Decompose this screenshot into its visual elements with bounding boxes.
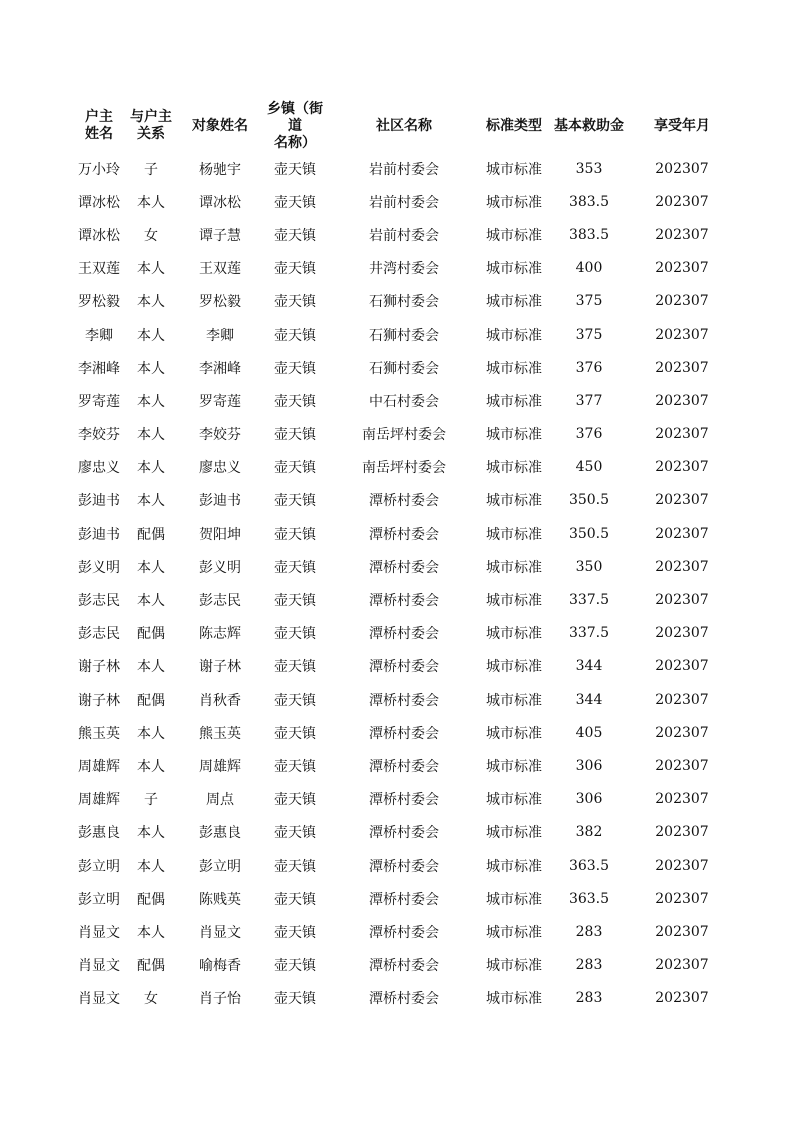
cell-basic-relief: 376	[575, 359, 603, 376]
cell-relation: 女	[144, 227, 158, 244]
cell-household-head: 谢子林	[78, 659, 120, 676]
cell-community: 石狮村委会	[369, 294, 439, 311]
cell-year-month: 202307	[655, 293, 709, 310]
cell-community: 井湾村委会	[369, 261, 439, 278]
table-row	[70, 218, 730, 251]
table-row	[70, 152, 730, 185]
cell-community: 潭桥村委会	[369, 559, 439, 576]
header-basic-relief: 基本救助金	[554, 117, 624, 134]
header-row	[70, 100, 730, 152]
cell-standard-type: 城市标准	[486, 493, 542, 510]
cell-township: 壶天镇	[274, 891, 316, 908]
table-row	[70, 384, 730, 417]
cell-recipient-name: 陈贱英	[199, 891, 241, 908]
cell-standard-type: 城市标准	[486, 593, 542, 610]
table-row	[70, 749, 730, 782]
cell-relation: 配偶	[137, 692, 165, 709]
cell-township: 壶天镇	[274, 559, 316, 576]
cell-standard-type: 城市标准	[486, 858, 542, 875]
relief-recipient-table	[70, 100, 730, 1015]
cell-basic-relief: 283	[575, 990, 603, 1007]
cell-household-head: 肖显文	[78, 924, 120, 941]
cell-relation: 本人	[137, 261, 165, 278]
cell-household-head: 罗松毅	[78, 294, 120, 311]
cell-standard-type: 城市标准	[486, 825, 542, 842]
cell-year-month: 202307	[655, 160, 709, 177]
table-row	[70, 484, 730, 517]
cell-year-month: 202307	[655, 857, 709, 874]
cell-recipient-name: 肖秋香	[199, 692, 241, 709]
cell-relation: 本人	[137, 593, 165, 610]
cell-relation: 本人	[137, 360, 165, 377]
cell-year-month: 202307	[655, 890, 709, 907]
cell-relation: 配偶	[137, 891, 165, 908]
cell-standard-type: 城市标准	[486, 161, 542, 178]
cell-basic-relief: 376	[575, 426, 603, 443]
cell-year-month: 202307	[655, 326, 709, 343]
cell-household-head: 谢子林	[78, 692, 120, 709]
cell-township: 壶天镇	[274, 991, 316, 1008]
table-row	[70, 849, 730, 882]
cell-household-head: 肖显文	[78, 991, 120, 1008]
cell-recipient-name: 罗松毅	[199, 294, 241, 311]
cell-basic-relief: 363.5	[568, 890, 610, 907]
cell-household-head: 肖显文	[78, 958, 120, 975]
cell-community: 潭桥村委会	[369, 958, 439, 975]
table-row	[70, 982, 730, 1015]
cell-standard-type: 城市标准	[486, 526, 542, 543]
cell-community: 潭桥村委会	[369, 891, 439, 908]
table-row	[70, 550, 730, 583]
cell-household-head: 李姣芬	[78, 427, 120, 444]
table-row	[70, 318, 730, 351]
cell-basic-relief: 400	[575, 260, 603, 277]
cell-relation: 本人	[137, 725, 165, 742]
cell-basic-relief: 350	[575, 558, 603, 575]
cell-relation: 配偶	[137, 626, 165, 643]
cell-basic-relief: 382	[575, 824, 603, 841]
cell-recipient-name: 彭惠良	[199, 825, 241, 842]
cell-relation: 子	[144, 792, 158, 809]
cell-township: 壶天镇	[274, 194, 316, 211]
cell-basic-relief: 306	[575, 791, 603, 808]
cell-year-month: 202307	[655, 193, 709, 210]
cell-township: 壶天镇	[274, 493, 316, 510]
cell-household-head: 彭志民	[78, 626, 120, 643]
cell-community: 潭桥村委会	[369, 825, 439, 842]
cell-relation: 配偶	[137, 958, 165, 975]
cell-household-head: 李湘峰	[78, 360, 120, 377]
cell-township: 壶天镇	[274, 427, 316, 444]
table-row	[70, 252, 730, 285]
table-row	[70, 418, 730, 451]
cell-recipient-name: 李湘峰	[199, 360, 241, 377]
cell-household-head: 罗寄莲	[78, 393, 120, 410]
cell-recipient-name: 彭志民	[199, 593, 241, 610]
cell-basic-relief: 405	[575, 724, 603, 741]
cell-recipient-name: 肖子怡	[199, 991, 241, 1008]
header-year-month: 享受年月	[654, 117, 710, 134]
cell-household-head: 彭迪书	[78, 526, 120, 543]
cell-community: 南岳坪村委会	[362, 427, 446, 444]
cell-recipient-name: 熊玉英	[199, 725, 241, 742]
cell-standard-type: 城市标准	[486, 626, 542, 643]
cell-year-month: 202307	[655, 791, 709, 808]
cell-household-head: 彭立明	[78, 891, 120, 908]
cell-township: 壶天镇	[274, 593, 316, 610]
cell-township: 壶天镇	[274, 393, 316, 410]
cell-recipient-name: 李姣芬	[199, 427, 241, 444]
cell-standard-type: 城市标准	[486, 194, 542, 211]
cell-community: 潭桥村委会	[369, 924, 439, 941]
cell-year-month: 202307	[655, 724, 709, 741]
cell-household-head: 廖忠义	[78, 460, 120, 477]
cell-standard-type: 城市标准	[486, 659, 542, 676]
cell-basic-relief: 363.5	[568, 857, 610, 874]
table-row	[70, 451, 730, 484]
cell-basic-relief: 283	[575, 923, 603, 940]
cell-community: 潭桥村委会	[369, 858, 439, 875]
header-recipient-name: 对象姓名	[192, 117, 248, 134]
cell-community: 石狮村委会	[369, 360, 439, 377]
table-row	[70, 617, 730, 650]
cell-community: 南岳坪村委会	[362, 460, 446, 477]
table-row	[70, 882, 730, 915]
cell-basic-relief: 375	[575, 293, 603, 310]
cell-year-month: 202307	[655, 824, 709, 841]
cell-standard-type: 城市标准	[486, 327, 542, 344]
table-row	[70, 816, 730, 849]
cell-basic-relief: 344	[575, 691, 603, 708]
cell-standard-type: 城市标准	[486, 294, 542, 311]
cell-basic-relief: 353	[575, 160, 603, 177]
cell-basic-relief: 337.5	[568, 625, 610, 642]
cell-year-month: 202307	[655, 226, 709, 243]
cell-household-head: 彭义明	[78, 559, 120, 576]
cell-recipient-name: 陈志辉	[199, 626, 241, 643]
cell-recipient-name: 廖忠义	[199, 460, 241, 477]
cell-year-month: 202307	[655, 691, 709, 708]
cell-household-head: 李卿	[85, 327, 113, 344]
cell-township: 壶天镇	[274, 460, 316, 477]
cell-year-month: 202307	[655, 658, 709, 675]
cell-standard-type: 城市标准	[486, 758, 542, 775]
header-standard-type: 标准类型	[486, 117, 542, 134]
header-household-head: 户主 姓名	[85, 109, 113, 142]
cell-year-month: 202307	[655, 359, 709, 376]
cell-township: 壶天镇	[274, 327, 316, 344]
cell-relation: 本人	[137, 924, 165, 941]
cell-basic-relief: 306	[575, 757, 603, 774]
cell-community: 潭桥村委会	[369, 593, 439, 610]
cell-community: 潭桥村委会	[369, 659, 439, 676]
table-row	[70, 583, 730, 616]
cell-household-head: 谭冰松	[78, 194, 120, 211]
cell-standard-type: 城市标准	[486, 924, 542, 941]
cell-standard-type: 城市标准	[486, 393, 542, 410]
cell-township: 壶天镇	[274, 227, 316, 244]
table-row	[70, 351, 730, 384]
table-header	[70, 100, 730, 152]
cell-household-head: 彭志民	[78, 593, 120, 610]
cell-basic-relief: 377	[575, 392, 603, 409]
cell-relation: 本人	[137, 825, 165, 842]
table-row	[70, 716, 730, 749]
cell-recipient-name: 李卿	[206, 327, 234, 344]
cell-township: 壶天镇	[274, 758, 316, 775]
cell-relation: 本人	[137, 460, 165, 477]
cell-recipient-name: 罗寄莲	[199, 393, 241, 410]
cell-basic-relief: 344	[575, 658, 603, 675]
cell-relation: 本人	[137, 559, 165, 576]
cell-community: 潭桥村委会	[369, 626, 439, 643]
table-row	[70, 517, 730, 550]
cell-household-head: 王双莲	[78, 261, 120, 278]
cell-year-month: 202307	[655, 592, 709, 609]
cell-standard-type: 城市标准	[486, 792, 542, 809]
cell-year-month: 202307	[655, 558, 709, 575]
cell-relation: 本人	[137, 758, 165, 775]
cell-recipient-name: 彭迪书	[199, 493, 241, 510]
cell-year-month: 202307	[655, 459, 709, 476]
cell-township: 壶天镇	[274, 858, 316, 875]
cell-standard-type: 城市标准	[486, 427, 542, 444]
cell-standard-type: 城市标准	[486, 559, 542, 576]
cell-township: 壶天镇	[274, 360, 316, 377]
header-community: 社区名称	[376, 117, 432, 134]
cell-community: 潭桥村委会	[369, 526, 439, 543]
cell-community: 潭桥村委会	[369, 692, 439, 709]
cell-basic-relief: 383.5	[568, 193, 610, 210]
cell-recipient-name: 肖显文	[199, 924, 241, 941]
cell-community: 潭桥村委会	[369, 758, 439, 775]
cell-standard-type: 城市标准	[486, 692, 542, 709]
cell-relation: 配偶	[137, 526, 165, 543]
cell-standard-type: 城市标准	[486, 958, 542, 975]
cell-township: 壶天镇	[274, 958, 316, 975]
cell-township: 壶天镇	[274, 161, 316, 178]
cell-township: 壶天镇	[274, 825, 316, 842]
cell-community: 潭桥村委会	[369, 725, 439, 742]
cell-township: 壶天镇	[274, 294, 316, 311]
cell-recipient-name: 谭子慧	[199, 227, 241, 244]
cell-recipient-name: 彭立明	[199, 858, 241, 875]
cell-relation: 本人	[137, 659, 165, 676]
cell-standard-type: 城市标准	[486, 261, 542, 278]
cell-basic-relief: 383.5	[568, 226, 610, 243]
cell-relation: 子	[144, 161, 158, 178]
cell-township: 壶天镇	[274, 792, 316, 809]
cell-household-head: 彭惠良	[78, 825, 120, 842]
table-row	[70, 650, 730, 683]
cell-year-month: 202307	[655, 990, 709, 1007]
cell-standard-type: 城市标准	[486, 991, 542, 1008]
cell-township: 壶天镇	[274, 659, 316, 676]
cell-year-month: 202307	[655, 392, 709, 409]
table-row	[70, 683, 730, 716]
table-row	[70, 783, 730, 816]
cell-relation: 本人	[137, 393, 165, 410]
cell-basic-relief: 283	[575, 957, 603, 974]
cell-recipient-name: 谢子林	[199, 659, 241, 676]
cell-basic-relief: 350.5	[568, 525, 610, 542]
cell-household-head: 周雄辉	[78, 792, 120, 809]
cell-township: 壶天镇	[274, 626, 316, 643]
cell-township: 壶天镇	[274, 526, 316, 543]
cell-relation: 本人	[137, 327, 165, 344]
cell-community: 岩前村委会	[369, 194, 439, 211]
table-row	[70, 185, 730, 218]
cell-community: 中石村委会	[369, 393, 439, 410]
cell-recipient-name: 喻梅香	[199, 958, 241, 975]
cell-relation: 本人	[137, 493, 165, 510]
table-row	[70, 949, 730, 982]
cell-household-head: 熊玉英	[78, 725, 120, 742]
cell-township: 壶天镇	[274, 725, 316, 742]
cell-recipient-name: 贺阳坤	[199, 526, 241, 543]
cell-township: 壶天镇	[274, 261, 316, 278]
cell-standard-type: 城市标准	[486, 227, 542, 244]
cell-household-head: 谭冰松	[78, 227, 120, 244]
cell-basic-relief: 337.5	[568, 592, 610, 609]
cell-relation: 本人	[137, 427, 165, 444]
cell-basic-relief: 450	[575, 459, 603, 476]
data-table-container	[70, 100, 730, 1015]
cell-year-month: 202307	[655, 923, 709, 940]
cell-year-month: 202307	[655, 625, 709, 642]
header-relation: 与户主 关系	[130, 109, 172, 142]
cell-community: 潭桥村委会	[369, 991, 439, 1008]
cell-recipient-name: 周点	[206, 792, 234, 809]
cell-standard-type: 城市标准	[486, 360, 542, 377]
cell-household-head: 彭迪书	[78, 493, 120, 510]
table-row	[70, 285, 730, 318]
cell-relation: 女	[144, 991, 158, 1008]
cell-relation: 本人	[137, 858, 165, 875]
cell-community: 石狮村委会	[369, 327, 439, 344]
cell-community: 岩前村委会	[369, 227, 439, 244]
cell-relation: 本人	[137, 294, 165, 311]
cell-recipient-name: 彭义明	[199, 559, 241, 576]
cell-year-month: 202307	[655, 957, 709, 974]
cell-township: 壶天镇	[274, 924, 316, 941]
cell-year-month: 202307	[655, 426, 709, 443]
cell-year-month: 202307	[655, 492, 709, 509]
cell-basic-relief: 375	[575, 326, 603, 343]
cell-community: 岩前村委会	[369, 161, 439, 178]
cell-basic-relief: 350.5	[568, 492, 610, 509]
cell-standard-type: 城市标准	[486, 725, 542, 742]
cell-community: 潭桥村委会	[369, 493, 439, 510]
cell-recipient-name: 周雄辉	[199, 758, 241, 775]
header-township: 乡镇（街道 名称）	[267, 100, 323, 151]
cell-township: 壶天镇	[274, 692, 316, 709]
cell-standard-type: 城市标准	[486, 891, 542, 908]
cell-recipient-name: 谭冰松	[199, 194, 241, 211]
cell-household-head: 周雄辉	[78, 758, 120, 775]
table-body	[70, 152, 730, 1015]
cell-year-month: 202307	[655, 757, 709, 774]
cell-year-month: 202307	[655, 260, 709, 277]
table-row	[70, 915, 730, 948]
cell-year-month: 202307	[655, 525, 709, 542]
cell-standard-type: 城市标准	[486, 460, 542, 477]
cell-community: 潭桥村委会	[369, 792, 439, 809]
cell-recipient-name: 杨驰宇	[199, 161, 241, 178]
cell-relation: 本人	[137, 194, 165, 211]
cell-household-head: 万小玲	[78, 161, 120, 178]
cell-recipient-name: 王双莲	[199, 261, 241, 278]
cell-household-head: 彭立明	[78, 858, 120, 875]
